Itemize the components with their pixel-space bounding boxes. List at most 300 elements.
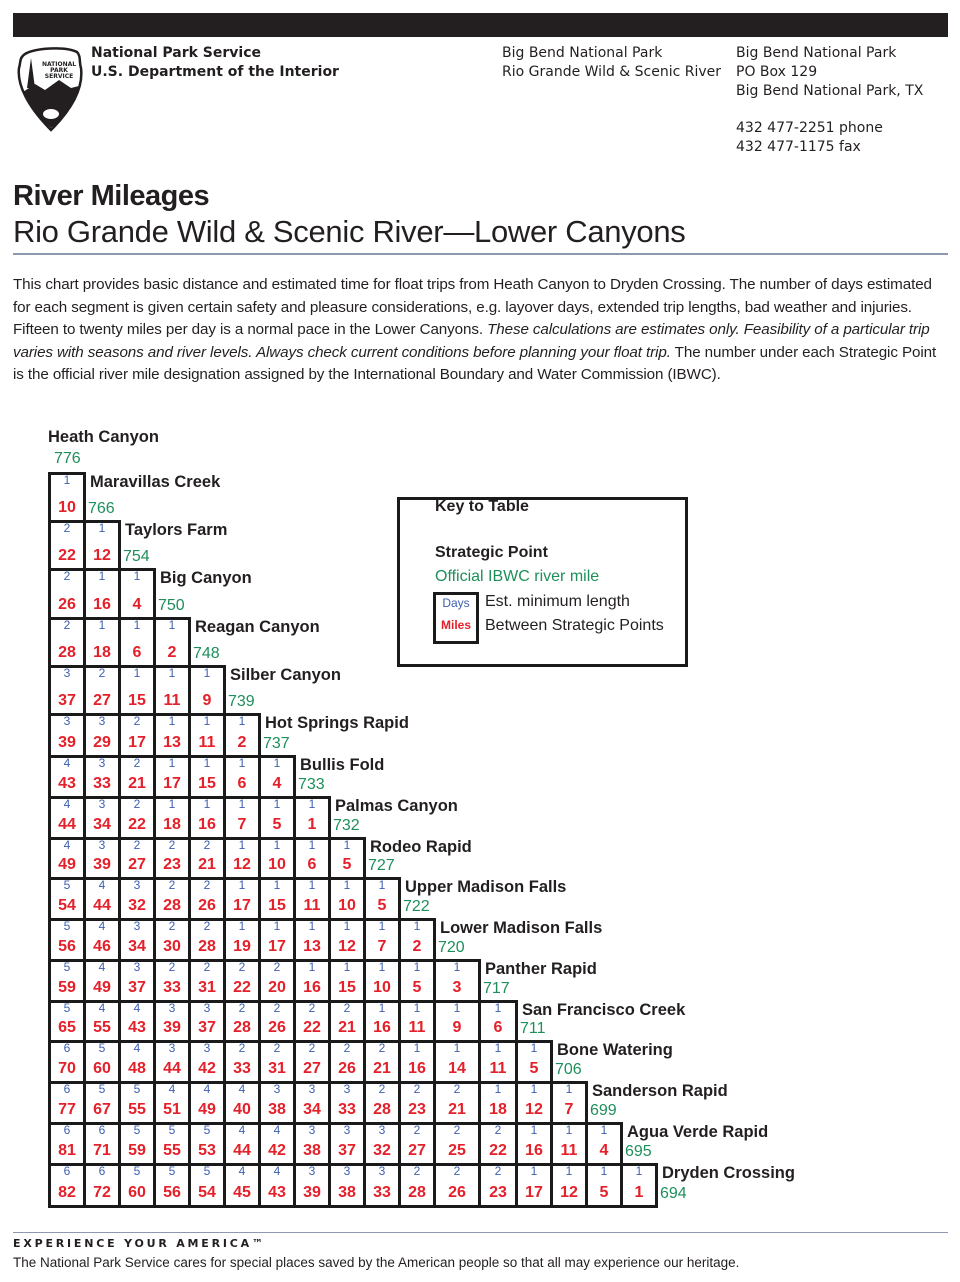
cell-days: 2 bbox=[168, 878, 176, 892]
cell-days: 4 bbox=[238, 1164, 246, 1178]
table-cell bbox=[223, 1000, 261, 1043]
table-cell bbox=[515, 1122, 553, 1166]
table-cell bbox=[83, 1122, 121, 1166]
cell-miles: 43 bbox=[268, 1184, 286, 1201]
table-cell bbox=[515, 1040, 553, 1084]
table-cell bbox=[188, 713, 226, 758]
cell-miles: 5 bbox=[272, 816, 282, 833]
cell-miles: 33 bbox=[163, 979, 181, 996]
cell-miles: 17 bbox=[233, 897, 251, 914]
cell-miles: 46 bbox=[93, 938, 111, 955]
cell-days: 1 bbox=[238, 919, 246, 933]
table-cell bbox=[83, 665, 121, 716]
table-cell bbox=[153, 1081, 191, 1125]
table-cell bbox=[293, 918, 331, 962]
cell-miles: 45 bbox=[233, 1184, 251, 1201]
cell-days: 1 bbox=[273, 838, 281, 852]
cell-miles: 28 bbox=[58, 644, 76, 661]
cell-days: 2 bbox=[203, 838, 211, 852]
table-cell bbox=[118, 713, 156, 758]
table-cell bbox=[258, 755, 296, 799]
cell-days: 2 bbox=[494, 1164, 502, 1178]
strategic-point-name: Panther Rapid bbox=[485, 960, 597, 978]
cell-miles: 43 bbox=[128, 1019, 146, 1036]
strategic-point-name: Heath Canyon bbox=[48, 428, 159, 446]
strategic-point-name: Reagan Canyon bbox=[195, 618, 320, 636]
cell-miles: 28 bbox=[198, 938, 216, 955]
table-cell bbox=[188, 1163, 226, 1208]
cell-miles: 21 bbox=[373, 1060, 391, 1077]
cell-miles: 32 bbox=[373, 1142, 391, 1159]
cell-miles: 21 bbox=[128, 775, 146, 792]
cell-days: 1 bbox=[453, 1001, 461, 1015]
cell-days: 1 bbox=[308, 797, 316, 811]
cell-days: 2 bbox=[308, 1001, 316, 1015]
table-cell bbox=[293, 1000, 331, 1043]
cell-miles: 12 bbox=[560, 1184, 578, 1201]
cell-miles: 60 bbox=[93, 1060, 111, 1077]
table-cell bbox=[620, 1163, 658, 1208]
cell-miles: 10 bbox=[373, 979, 391, 996]
cell-miles: 17 bbox=[128, 734, 146, 751]
cell-miles: 20 bbox=[268, 979, 286, 996]
cell-miles: 51 bbox=[163, 1101, 181, 1118]
cell-days: 4 bbox=[98, 1001, 106, 1015]
cell-miles: 49 bbox=[58, 856, 76, 873]
cell-miles: 7 bbox=[564, 1101, 574, 1118]
table-cell bbox=[258, 796, 296, 840]
cell-days: 1 bbox=[203, 756, 211, 770]
cell-days: 5 bbox=[63, 878, 71, 892]
cell-days: 3 bbox=[63, 666, 71, 680]
cell-days: 1 bbox=[133, 666, 141, 680]
cell-days: 1 bbox=[378, 878, 386, 892]
cell-miles: 81 bbox=[58, 1142, 76, 1159]
table-cell bbox=[398, 1040, 436, 1084]
cell-days: 5 bbox=[63, 960, 71, 974]
cell-days: 3 bbox=[378, 1164, 386, 1178]
cell-days: 4 bbox=[168, 1082, 176, 1096]
table-cell bbox=[118, 837, 156, 880]
table-cell bbox=[433, 1081, 481, 1125]
cell-miles: 22 bbox=[233, 979, 251, 996]
cell-days: 5 bbox=[98, 1082, 106, 1096]
table-cell bbox=[153, 665, 191, 716]
table-cell bbox=[153, 837, 191, 880]
cell-days: 4 bbox=[133, 1001, 141, 1015]
cell-days: 2 bbox=[453, 1082, 461, 1096]
table-cell bbox=[153, 796, 191, 840]
cell-days: 2 bbox=[343, 1041, 351, 1055]
cell-days: 3 bbox=[308, 1164, 316, 1178]
cell-miles: 39 bbox=[93, 856, 111, 873]
table-cell bbox=[48, 713, 86, 758]
key-title: Key to Table bbox=[435, 498, 529, 515]
cell-miles: 3 bbox=[452, 979, 462, 996]
table-cell bbox=[48, 1000, 86, 1043]
table-cell bbox=[328, 837, 366, 880]
cell-miles: 15 bbox=[338, 979, 356, 996]
cell-miles: 6 bbox=[132, 644, 142, 661]
table-cell bbox=[153, 959, 191, 1003]
table-cell bbox=[398, 1000, 436, 1043]
cell-days: 2 bbox=[238, 960, 246, 974]
cell-days: 2 bbox=[133, 756, 141, 770]
cell-miles: 17 bbox=[268, 938, 286, 955]
cell-days: 1 bbox=[565, 1164, 573, 1178]
cell-days: 5 bbox=[133, 1082, 141, 1096]
page-title: River Mileages bbox=[13, 180, 210, 212]
table-cell bbox=[433, 1163, 481, 1208]
cell-days: 1 bbox=[343, 919, 351, 933]
cell-miles: 37 bbox=[338, 1142, 356, 1159]
table-cell bbox=[363, 1000, 401, 1043]
table-cell bbox=[328, 1122, 366, 1166]
cell-miles: 77 bbox=[58, 1101, 76, 1118]
river-mile: 733 bbox=[298, 776, 325, 793]
cell-days: 2 bbox=[413, 1123, 421, 1137]
table-cell bbox=[363, 1081, 401, 1125]
table-cell bbox=[293, 1040, 331, 1084]
cell-days: 1 bbox=[308, 878, 316, 892]
cell-days: 1 bbox=[413, 960, 421, 974]
table-cell bbox=[188, 1122, 226, 1166]
table-cell bbox=[48, 1040, 86, 1084]
cell-days: 2 bbox=[203, 878, 211, 892]
cell-days: 4 bbox=[63, 756, 71, 770]
river-mile: 754 bbox=[123, 548, 150, 565]
cell-days: 1 bbox=[343, 878, 351, 892]
cell-days: 3 bbox=[343, 1123, 351, 1137]
cell-days: 6 bbox=[98, 1123, 106, 1137]
cell-days: 2 bbox=[308, 1041, 316, 1055]
table-cell bbox=[83, 796, 121, 840]
cell-days: 3 bbox=[378, 1123, 386, 1137]
cell-miles: 16 bbox=[93, 596, 111, 613]
cell-miles: 22 bbox=[303, 1019, 321, 1036]
table-cell bbox=[258, 877, 296, 921]
cell-miles: 5 bbox=[412, 979, 422, 996]
table-cell bbox=[118, 1163, 156, 1208]
table-cell bbox=[398, 1163, 436, 1208]
table-cell bbox=[478, 1081, 518, 1125]
cell-days: 1 bbox=[343, 960, 351, 974]
cell-miles: 31 bbox=[268, 1060, 286, 1077]
table-cell bbox=[118, 617, 156, 668]
cell-days: 3 bbox=[98, 714, 106, 728]
cell-miles: 37 bbox=[128, 979, 146, 996]
cell-days: 1 bbox=[530, 1082, 538, 1096]
cell-days: 6 bbox=[63, 1123, 71, 1137]
cell-miles: 27 bbox=[408, 1142, 426, 1159]
cell-days: 1 bbox=[238, 714, 246, 728]
cell-miles: 16 bbox=[373, 1019, 391, 1036]
table-cell bbox=[83, 959, 121, 1003]
cell-days: 1 bbox=[413, 1001, 421, 1015]
cell-days: 1 bbox=[453, 1041, 461, 1055]
table-cell bbox=[118, 665, 156, 716]
cell-days: 1 bbox=[98, 521, 106, 535]
cell-days: 2 bbox=[133, 797, 141, 811]
cell-miles: 11 bbox=[163, 692, 181, 709]
cell-days: 2 bbox=[203, 919, 211, 933]
cell-days: 5 bbox=[168, 1164, 176, 1178]
cell-miles: 70 bbox=[58, 1060, 76, 1077]
cell-miles: 26 bbox=[338, 1060, 356, 1077]
cell-days: 1 bbox=[530, 1041, 538, 1055]
cell-days: 3 bbox=[98, 838, 106, 852]
table-cell bbox=[48, 1122, 86, 1166]
cell-miles: 26 bbox=[58, 596, 76, 613]
cell-miles: 56 bbox=[163, 1184, 181, 1201]
table-cell bbox=[328, 1163, 366, 1208]
table-cell bbox=[188, 755, 226, 799]
table-cell bbox=[398, 959, 436, 1003]
table-cell bbox=[258, 959, 296, 1003]
cell-days: 3 bbox=[343, 1082, 351, 1096]
cell-miles: 23 bbox=[163, 856, 181, 873]
table-cell bbox=[153, 918, 191, 962]
table-cell bbox=[83, 755, 121, 799]
table-cell bbox=[293, 796, 331, 840]
cell-miles: 2 bbox=[412, 938, 422, 955]
table-cell bbox=[515, 1163, 553, 1208]
key-desc-1: Est. minimum length bbox=[485, 593, 630, 610]
cell-miles: 5 bbox=[529, 1060, 539, 1077]
header-bar bbox=[13, 13, 948, 37]
table-cell bbox=[188, 796, 226, 840]
cell-miles: 23 bbox=[489, 1184, 507, 1201]
cell-days: 1 bbox=[413, 1041, 421, 1055]
address-line-1: Big Bend National Park bbox=[736, 45, 897, 61]
cell-miles: 28 bbox=[373, 1101, 391, 1118]
river-mile: 748 bbox=[193, 645, 220, 662]
key-miles-label: Miles bbox=[440, 618, 471, 632]
cell-days: 2 bbox=[133, 714, 141, 728]
cell-days: 6 bbox=[63, 1164, 71, 1178]
table-cell bbox=[48, 472, 86, 523]
cell-miles: 72 bbox=[93, 1184, 111, 1201]
table-cell bbox=[363, 1163, 401, 1208]
river-mile: 750 bbox=[158, 597, 185, 614]
table-cell bbox=[223, 1040, 261, 1084]
table-cell bbox=[83, 837, 121, 880]
table-cell bbox=[83, 877, 121, 921]
cell-miles: 18 bbox=[93, 644, 111, 661]
river-mile: 727 bbox=[368, 857, 395, 874]
cell-miles: 5 bbox=[599, 1184, 609, 1201]
key-official-mile: Official IBWC river mile bbox=[435, 568, 600, 585]
table-cell bbox=[83, 520, 121, 571]
table-cell bbox=[223, 1122, 261, 1166]
cell-days: 1 bbox=[308, 960, 316, 974]
cell-miles: 27 bbox=[303, 1060, 321, 1077]
table-cell bbox=[48, 959, 86, 1003]
cell-days: 1 bbox=[63, 473, 71, 487]
cell-days: 1 bbox=[378, 919, 386, 933]
table-cell bbox=[83, 1040, 121, 1084]
table-cell bbox=[223, 796, 261, 840]
cell-miles: 59 bbox=[128, 1142, 146, 1159]
table-cell bbox=[153, 1040, 191, 1084]
agency-name: National Park Service bbox=[91, 45, 261, 61]
table-cell bbox=[83, 1000, 121, 1043]
cell-days: 1 bbox=[168, 756, 176, 770]
fax-number: 432 477-1175 fax bbox=[736, 139, 861, 155]
table-cell bbox=[48, 568, 86, 620]
table-cell bbox=[188, 918, 226, 962]
cell-days: 1 bbox=[273, 756, 281, 770]
cell-days: 6 bbox=[98, 1164, 106, 1178]
cell-days: 6 bbox=[63, 1082, 71, 1096]
cell-days: 1 bbox=[133, 569, 141, 583]
cell-days: 3 bbox=[203, 1041, 211, 1055]
table-cell bbox=[515, 1081, 553, 1125]
cell-miles: 14 bbox=[448, 1060, 466, 1077]
title-divider bbox=[13, 253, 948, 255]
cell-miles: 15 bbox=[268, 897, 286, 914]
cell-days: 1 bbox=[168, 797, 176, 811]
table-cell bbox=[398, 918, 436, 962]
cell-days: 1 bbox=[168, 618, 176, 632]
table-cell bbox=[363, 1040, 401, 1084]
footer-divider bbox=[13, 1232, 948, 1233]
cell-miles: 38 bbox=[268, 1101, 286, 1118]
table-cell bbox=[258, 1040, 296, 1084]
cell-miles: 7 bbox=[377, 938, 387, 955]
table-cell bbox=[153, 755, 191, 799]
table-cell bbox=[433, 959, 481, 1003]
cell-miles: 28 bbox=[408, 1184, 426, 1201]
table-cell bbox=[293, 1122, 331, 1166]
cell-miles: 40 bbox=[233, 1101, 251, 1118]
cell-miles: 27 bbox=[128, 856, 146, 873]
cell-days: 2 bbox=[63, 521, 71, 535]
table-cell bbox=[83, 1081, 121, 1125]
table-cell bbox=[258, 918, 296, 962]
cell-miles: 28 bbox=[233, 1019, 251, 1036]
park-name: Big Bend National Park bbox=[502, 45, 663, 61]
river-mile: 694 bbox=[660, 1185, 687, 1202]
table-cell bbox=[363, 877, 401, 921]
cell-miles: 26 bbox=[268, 1019, 286, 1036]
cell-miles: 19 bbox=[233, 938, 251, 955]
cell-days: 1 bbox=[238, 756, 246, 770]
cell-miles: 60 bbox=[128, 1184, 146, 1201]
cell-days: 2 bbox=[413, 1082, 421, 1096]
cell-miles: 39 bbox=[58, 734, 76, 751]
cell-days: 1 bbox=[273, 878, 281, 892]
cell-days: 1 bbox=[453, 960, 461, 974]
cell-days: 2 bbox=[453, 1164, 461, 1178]
cell-miles: 6 bbox=[307, 856, 317, 873]
cell-miles: 5 bbox=[342, 856, 352, 873]
table-cell bbox=[188, 665, 226, 716]
cell-miles: 10 bbox=[268, 856, 286, 873]
cell-miles: 18 bbox=[163, 816, 181, 833]
cell-days: 5 bbox=[168, 1123, 176, 1137]
strategic-point-name: Agua Verde Rapid bbox=[627, 1123, 769, 1141]
cell-days: 4 bbox=[98, 960, 106, 974]
cell-days: 4 bbox=[98, 878, 106, 892]
table-cell bbox=[478, 1122, 518, 1166]
table-cell bbox=[223, 1163, 261, 1208]
cell-miles: 56 bbox=[58, 938, 76, 955]
cell-miles: 11 bbox=[303, 897, 321, 914]
svg-text:NATIONAL: NATIONAL bbox=[41, 61, 77, 68]
cell-days: 3 bbox=[133, 919, 141, 933]
table-cell bbox=[223, 918, 261, 962]
cell-days: 2 bbox=[273, 1041, 281, 1055]
table-cell bbox=[293, 1163, 331, 1208]
cell-days: 2 bbox=[203, 960, 211, 974]
cell-miles: 22 bbox=[128, 816, 146, 833]
cell-miles: 33 bbox=[233, 1060, 251, 1077]
strategic-point-name: Silber Canyon bbox=[230, 666, 341, 684]
cell-days: 1 bbox=[203, 797, 211, 811]
cell-miles: 25 bbox=[448, 1142, 466, 1159]
cell-days: 1 bbox=[273, 919, 281, 933]
strategic-point-name: Lower Madison Falls bbox=[440, 919, 603, 937]
svg-text:PARK: PARK bbox=[50, 67, 68, 74]
footer-tagline: EXPERIENCE YOUR AMERICA™ bbox=[13, 1237, 266, 1250]
river-mile: 720 bbox=[438, 939, 465, 956]
cell-miles: 29 bbox=[93, 734, 111, 751]
cell-miles: 43 bbox=[58, 775, 76, 792]
cell-days: 5 bbox=[133, 1164, 141, 1178]
cell-miles: 32 bbox=[128, 897, 146, 914]
cell-days: 1 bbox=[273, 797, 281, 811]
river-mile: 706 bbox=[555, 1061, 582, 1078]
cell-days: 3 bbox=[133, 878, 141, 892]
cell-miles: 16 bbox=[408, 1060, 426, 1077]
cell-miles: 31 bbox=[198, 979, 216, 996]
table-cell bbox=[118, 918, 156, 962]
table-cell bbox=[153, 877, 191, 921]
table-cell bbox=[118, 1081, 156, 1125]
page-subtitle: Rio Grande Wild & Scenic River—Lower Canyons bbox=[13, 214, 686, 249]
cell-miles: 37 bbox=[198, 1019, 216, 1036]
table-cell bbox=[258, 837, 296, 880]
cell-days: 3 bbox=[63, 714, 71, 728]
table-cell bbox=[363, 918, 401, 962]
table-cell bbox=[48, 665, 86, 716]
river-mile: 722 bbox=[403, 898, 430, 915]
cell-days: 4 bbox=[238, 1123, 246, 1137]
table-cell bbox=[328, 1040, 366, 1084]
cell-miles: 26 bbox=[198, 897, 216, 914]
cell-days: 1 bbox=[98, 618, 106, 632]
cell-miles: 33 bbox=[373, 1184, 391, 1201]
address-line-3: Big Bend National Park, TX bbox=[736, 83, 924, 99]
river-mile: 695 bbox=[625, 1143, 652, 1160]
table-cell bbox=[433, 1040, 481, 1084]
key-desc-2: Between Strategic Points bbox=[485, 617, 664, 634]
table-cell bbox=[83, 568, 121, 620]
table-cell bbox=[188, 877, 226, 921]
cell-days: 2 bbox=[343, 1001, 351, 1015]
cell-days: 5 bbox=[133, 1123, 141, 1137]
cell-miles: 17 bbox=[525, 1184, 543, 1201]
table-cell bbox=[433, 1000, 481, 1043]
cell-days: 1 bbox=[203, 666, 211, 680]
cell-miles: 82 bbox=[58, 1184, 76, 1201]
cell-miles: 44 bbox=[58, 816, 76, 833]
cell-miles: 26 bbox=[448, 1184, 466, 1201]
cell-days: 2 bbox=[238, 1001, 246, 1015]
table-cell bbox=[118, 877, 156, 921]
table-cell bbox=[48, 617, 86, 668]
